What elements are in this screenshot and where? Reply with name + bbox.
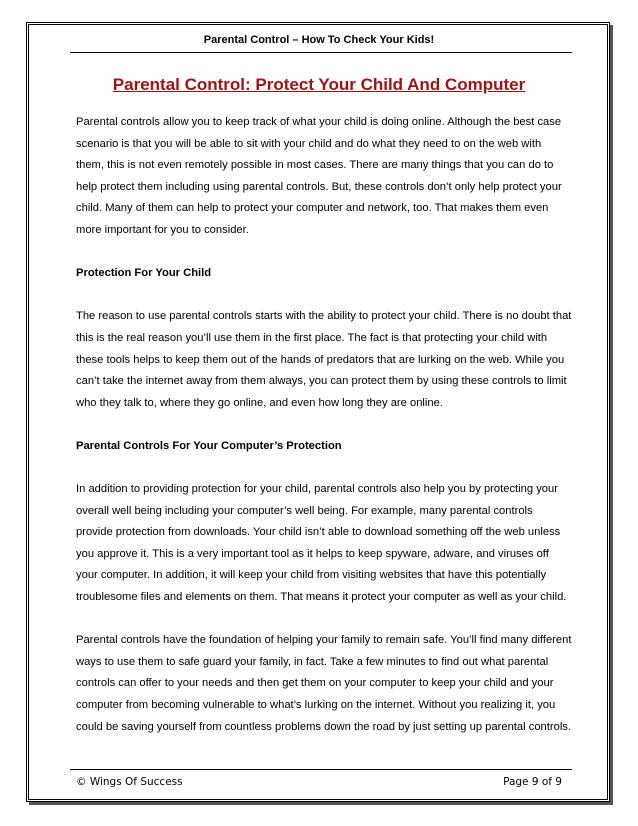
paragraph-intro: Parental controls allow you to keep track of what your child is doing online. Although the best case scenario is that you will be able to sit with your child and do what they need to on the web with them, this is not even remotely possible in most cases. There are many things that you can do to help protect them including using parental controls. But, these controls don’t only help protect your child. Many of them can help to protect your computer and network, too. That makes them even more important for you to consider. bbox=[76, 116, 562, 236]
footer-copyright: © Wings Of Success bbox=[76, 776, 183, 788]
footer-page-number: Page 9 of 9 bbox=[503, 776, 562, 788]
page-title: Parental Control: Protect Your Child And Computer bbox=[112, 75, 526, 94]
footer-rule bbox=[70, 769, 572, 770]
paragraph-conclusion: Parental controls have the foundation of helping your family to remain safe. You’ll find many different ways to use them to safe guard your family, in fact. Take a few minutes to find out what parental controls can offer to your needs and then get them on your computer to keep your child and your computer from becoming vulnerable to what’s lurking on the internet. Without you realizing it, you could be saving yourself from countless problems down the road by just setting up parental controls. bbox=[76, 634, 572, 733]
running-header: Parental Control – How To Check Your Kids! bbox=[203, 34, 435, 46]
paragraph-child-protection: The reason to use parental controls starts with the ability to protect your child. There is no doubt that this is the real reason you’ll use them in the first place. The fact is that protecting your child with these tools helps to keep them out of the hands of predators that are lurking on the web. While you can’t take the internet away from them always, you can protect them by using these controls to limit who they talk to, where they go online, and even how long they are online. bbox=[76, 310, 572, 409]
section-heading-computer: Parental Controls For Your Computer’s Protection bbox=[76, 439, 342, 452]
document-body bbox=[76, 112, 572, 760]
paragraph-computer-protection: In addition to providing protection for your child, parental controls also help you by protecting your overall well being including your computer’s well being. For example, many parental controls provide protection from downloads. Your child isn’t able to download something off the web unless you approve it. This is a very important tool as it helps to keep spyware, adware, and viruses off your computer. In addition, it will keep your child from visiting websites that have this potentially troublesome files and elements on them. That means it protect your computer as well as your child. bbox=[76, 483, 567, 604]
header-rule bbox=[70, 52, 572, 53]
section-heading-child: Protection For Your Child bbox=[76, 267, 212, 280]
